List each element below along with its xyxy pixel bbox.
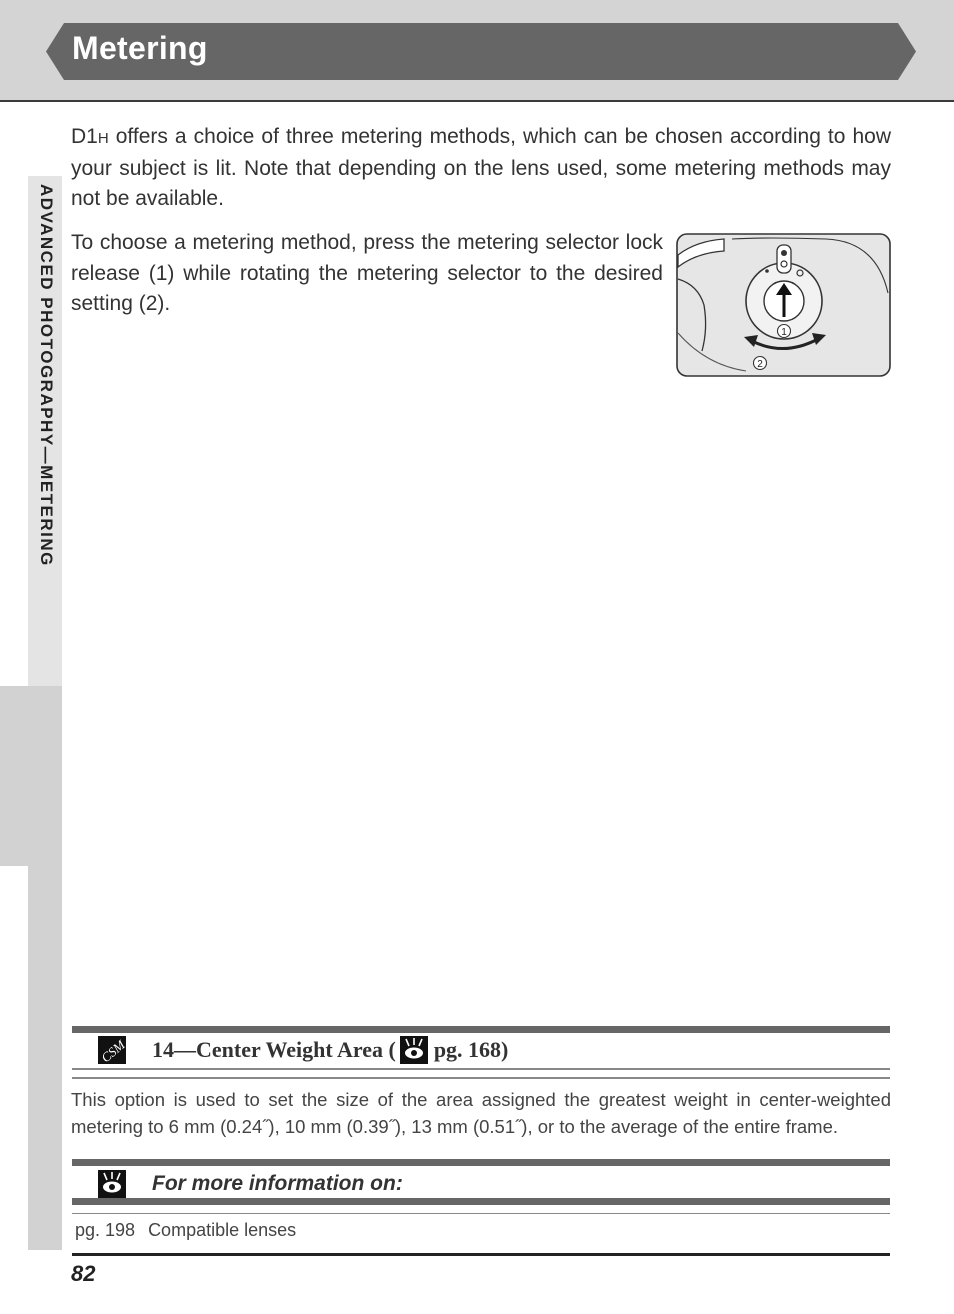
page-number: 82	[71, 1261, 96, 1286]
svg-text:CSM: CSM	[98, 1037, 126, 1064]
callout-2-label: 2	[757, 359, 763, 370]
csm-heading	[152, 1036, 508, 1064]
csm-heading-page: pg. 168)	[433, 1037, 509, 1062]
more-info-bottom-bar	[72, 1198, 890, 1205]
reference-page: pg. 198	[75, 1220, 136, 1240]
csm-heading-row	[72, 1031, 890, 1069]
title-banner	[46, 23, 916, 80]
side-tab-marker	[0, 686, 62, 866]
csm-body: This option is used to set the size of the area assigned the greatest weight in center-weighted metering to 6 mm (0.24˝), 10 mm (0.39˝), 13 mm (0.51˝), or to the average of the entire frame.	[71, 1089, 891, 1137]
csm-rule-upper	[72, 1068, 890, 1070]
instruction-paragraph: To choose a metering method, press the metering selector lock release (1) while rotating the metering selector to the desired setting (2).	[71, 231, 663, 315]
csm-rule-lower	[72, 1077, 890, 1079]
side-tab-lower	[28, 866, 62, 1250]
footer-rule	[72, 1253, 890, 1256]
page-title: Metering	[72, 30, 208, 66]
reference-icon	[400, 1036, 428, 1064]
reference-topic: Compatible lenses	[148, 1220, 297, 1240]
callout-1-label: 1	[781, 327, 787, 338]
side-tab-label: ADVANCED PHOTOGRAPHY—METERING	[37, 184, 56, 567]
model-suffix: H	[97, 130, 109, 147]
metering-selector-illustration	[676, 233, 891, 382]
more-info-heading: For more information on:	[152, 1172, 403, 1195]
csm-icon	[98, 1036, 126, 1064]
intro-text: offers a choice of three metering methods, which can be chosen according to how your subject is lit. Note that depending on the lens used, some metering methods may not be available.	[71, 125, 891, 210]
csm-heading-text: 14—Center Weight Area (	[152, 1037, 396, 1062]
more-info-rule	[72, 1213, 890, 1214]
intro-paragraph	[71, 122, 891, 214]
model-name: D1	[71, 125, 98, 148]
reference-icon	[98, 1170, 126, 1198]
reference-item[interactable]	[75, 1220, 296, 1241]
